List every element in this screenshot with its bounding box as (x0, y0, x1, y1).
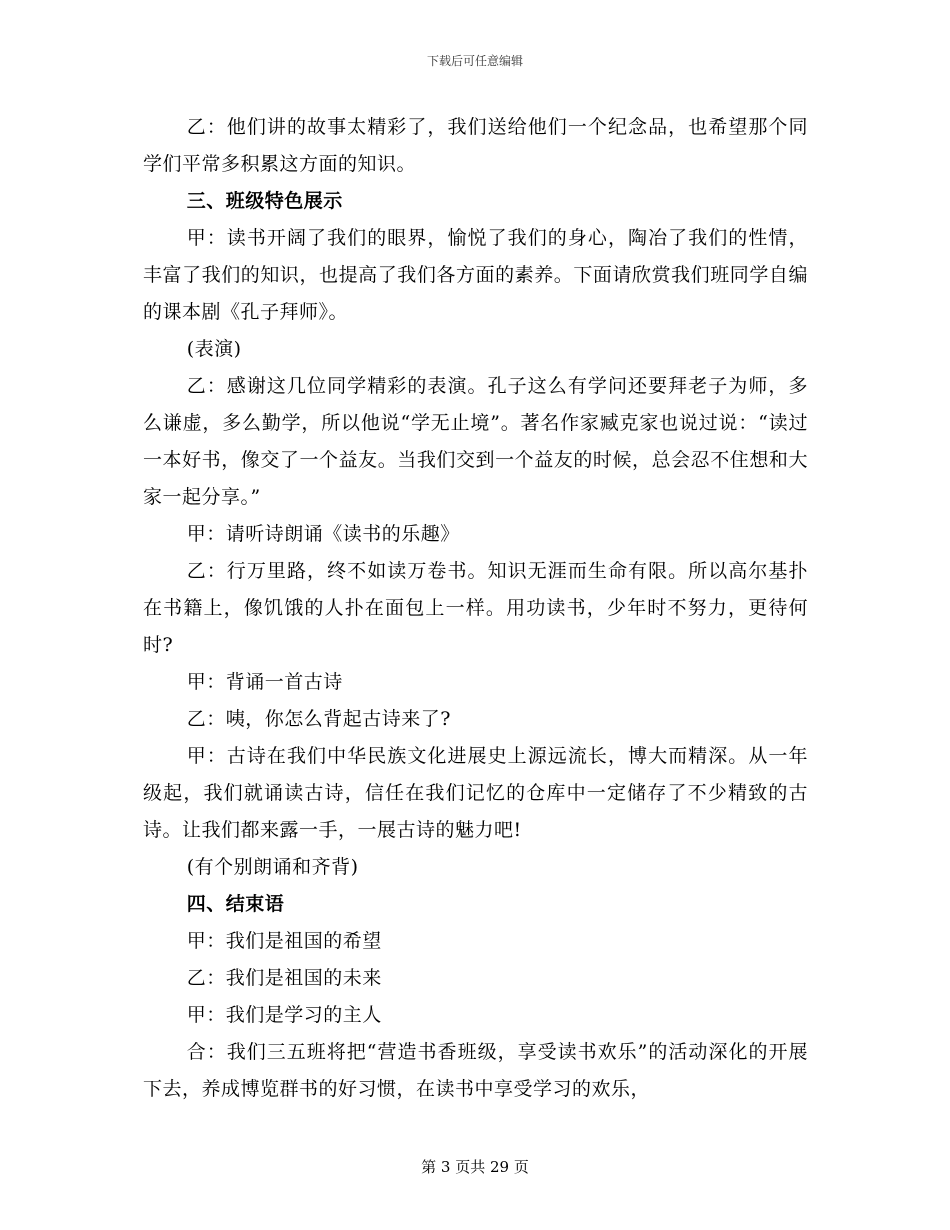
paragraph: (有个别朗诵和齐背) (186, 856, 359, 878)
paragraph: 甲：读书开阔了我们的眼界，愉悦了我们的身心，陶冶了我们的性情，丰富了我们的知识，也提高了我们各方面的素养。下面请欣赏我们班同学自编的课本剧《孔子拜师》。 (143, 227, 808, 323)
paragraph: 甲：我们是学习的主人 (186, 1004, 382, 1026)
paragraph: 合：我们三五班将把“营造书香班级，享受读书欢乐”的活动深化的开展下去，养成博览群书的好习惯，在读书中享受学习的欢乐， (143, 1041, 808, 1100)
section-heading: 四、结束语 (186, 893, 285, 915)
page-header-note: 下载后可任意编辑 (426, 54, 523, 68)
paragraph: 乙：他们讲的故事太精彩了，我们送给他们一个纪念品，也希望那个同学们平常多积累这方面的知识。 (143, 116, 808, 175)
paragraph: 甲：我们是祖国的希望 (186, 930, 382, 952)
page-number: 第 3 页共 29 页 (421, 1158, 529, 1176)
paragraph: 乙：感谢这几位同学精彩的表演。孔子这么有学问还要拜老子为师，多么谦虚，多么勤学，所以他说“学无止境”。著名作家臧克家也说过说：“读过一本好书，像交了一个益友。当我们交到一个益友的时候，总会忍不住想和大家一起分享。” (143, 375, 808, 508)
paragraph: 甲：背诵一首古诗 (186, 671, 343, 693)
paragraph: (表演) (186, 338, 242, 360)
paragraph: 甲：请听诗朗诵《读书的乐趣》 (186, 523, 460, 545)
section-heading: 三、班级特色展示 (186, 190, 343, 212)
document-body (143, 109, 808, 1108)
paragraph: 甲：古诗在我们中华民族文化进展史上源远流长，博大而精深。从一年级起，我们就诵读古诗，信任在我们记忆的仓库中一定储存了不少精致的古诗。让我们都来露一手，一展古诗的魅力吧! (143, 745, 808, 841)
paragraph: 乙：行万里路，终不如读万卷书。知识无涯而生命有限。所以高尔基扑在书籍上，像饥饿的人扑在面包上一样。用功读书，少年时不努力，更待何时? (143, 560, 808, 656)
paragraph: 乙：咦，你怎么背起古诗来了? (186, 708, 451, 730)
paragraph: 乙：我们是祖国的未来 (186, 967, 382, 989)
